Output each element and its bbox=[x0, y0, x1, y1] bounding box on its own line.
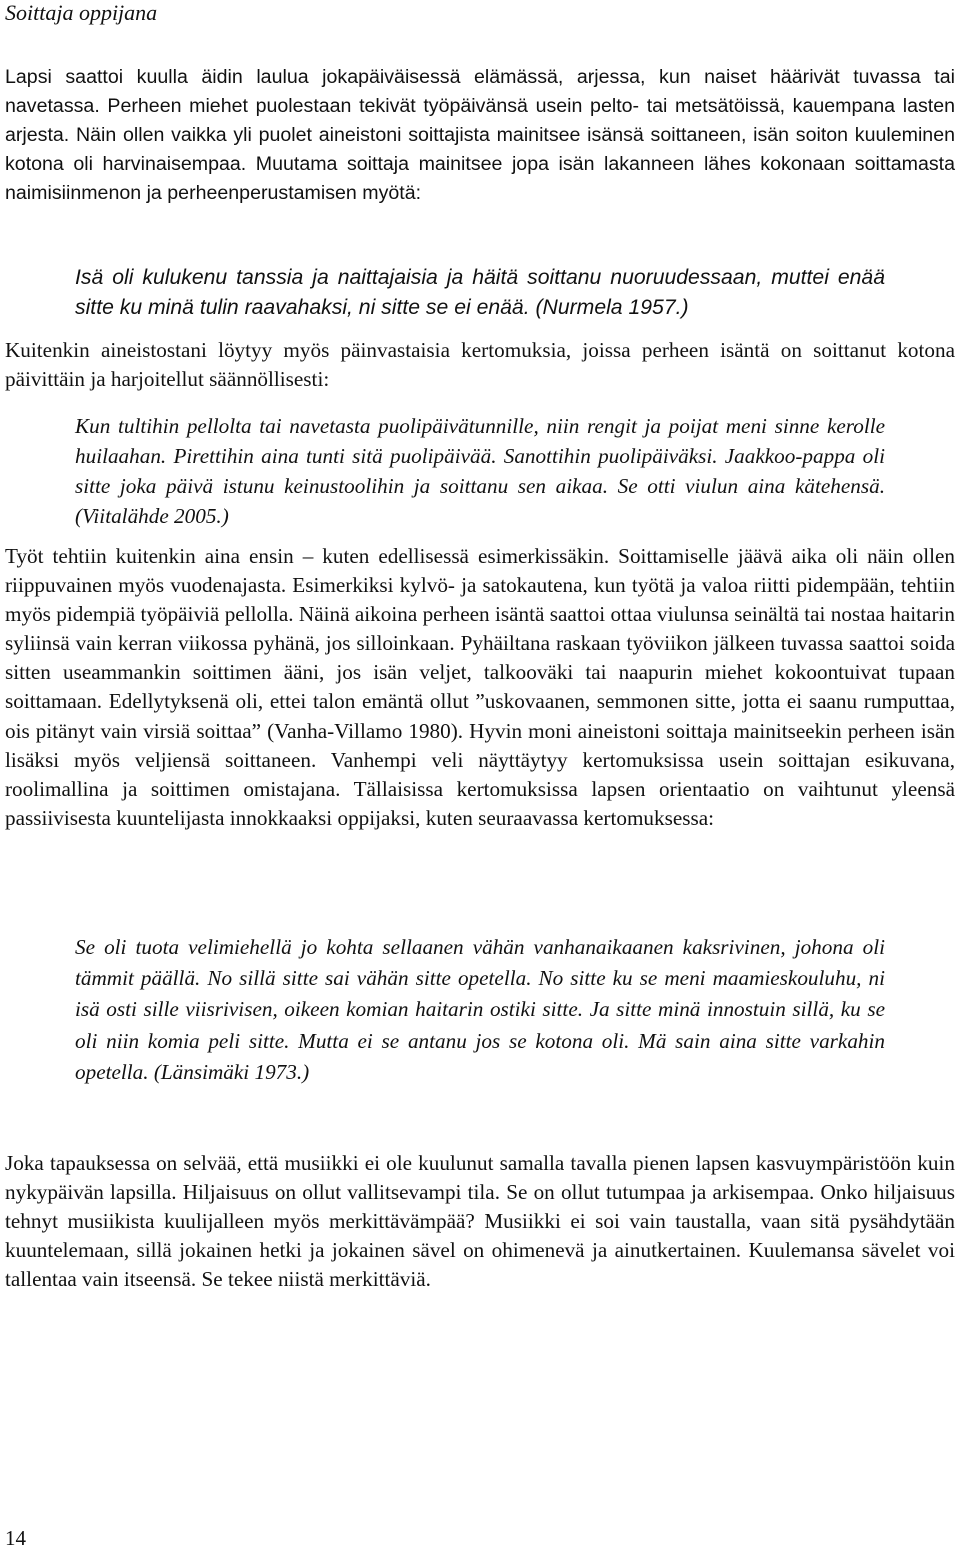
quote-3: Se oli tuota velimiehellä jo kohta sellaanen vähän vanhanaikaanen kaksrivinen, johona oli tämmit päällä. No sillä sitte sai vähän sitte opetella. No sitte ku se meni maamieskouluhu, ni isä osti sille viisrivisen, oikeen komian haitarin ostiki sitte. Ja sitte minä innostuin sillä, ku se oli niin komia peli sitte. Mutta ei se antanu jos se kotona oli. Mä sain aina sitte varkahin opetella. (Länsimäki 1973.) bbox=[75, 935, 885, 1084]
paragraph-2: Kuitenkin aineistostani löytyy myös päinvastaisia kertomuksia, joissa perheen isäntä on soittanut kotona päivittäin ja harjoitellut säännöllisesti: bbox=[5, 338, 955, 392]
paragraph-1: Lapsi saattoi kuulla äidin laulua jokapäiväisessä elämässä, arjessa, kun naiset häärivät tuvassa tai navetassa. Perheen miehet puolestaan tekivät työpäivänsä usein pelto- tai metsätöissä, kauempana lasten arjesta. Näin ollen vaikka yli puolet aineistoni soittajista mainitsee isänsä soittaneen, isän soiton kuuleminen kotona oli harvinaisempaa. Muutama soittaja mainitsee jopa isän lakanneen lähes kokonaan soittamasta naimisiinmenon ja perheenperustamisen myötä: bbox=[5, 66, 955, 205]
quote-1: Isä oli kulukenu tanssia ja naittajaisia ja häitä soittanu nuoruudessaan, muttei enää sitte ku minä tulin raavahaksi, ni sitte se ei enää. (Nurmela 1957.) bbox=[75, 266, 885, 319]
page-number: 14 bbox=[5, 1526, 26, 1550]
paragraph-4: Joka tapauksessa on selvää, että musiikki ei ole kuulunut samalla tavalla pienen lapsen kasvuympäristöön kuin nykypäivän lapsilla. Hiljaisuus on ollut vallitsevampi tila. Se on ollut tutumpaa ja arkisempaa. Onko hiljaisuus tehnyt musiikista kuulijalleen myös merkittävämpää? Musiikki ei soi vain taustalla, vaan sitä pysähdytään kuuntelemaan, sillä jokainen hetki ja jokainen sävel on ohimenevä ja ainutkertainen. Kuulemansa sävelet voi tallentaa vain itseensä. Se tekee niistä merkittäviä. bbox=[5, 1151, 955, 1292]
paragraph-3: Työt tehtiin kuitenkin aina ensin – kuten edellisessä esimerkissäkin. Soittamiselle jäävä aika oli näin ollen riippuvainen myös vuodenajasta. Esimerkiksi kylvö- ja satokautena, kun työtä ja valoa riitti pidempään, tehtiin myös pidempiä työpäiviä pellolla. Näinä aikoina perheen isäntä saattoi ottaa viulunsa seinältä tai nostaa haitarin syliinsä vain kerran viikossa pyhänä, jos silloinkaan. Pyhäiltana raskaan työviikon jälkeen tuvassa saattoi soida sitten useammankin soittimen ääni, jos isän veljet, talkooväki tai naapurin miehet kokoontuivat tupaan soittamaan. Edellytyksenä oli, ettei talon emäntä ollut ”uskovaanen, semmonen sitte, jotta ei saanu rumputtaa, ois pitänyt vain virsiä soittaa” (Vanha-Villamo 1980). Hyvin moni aineistoni soittaja mainitseekin perheen isän lisäksi myös veljiensä soittaneen. Vanhempi veli näyttäytyy kertomuksissa usein soittajan esikuvana, roolimallina ja soittimen omistajana. Tällaisissa kertomuksissa lapsen orientaatio on vaihtunut yleensä passiivisesta kuuntelijasta innokkaaksi oppijaksi, kuten seuraavassa kertomuksessa: bbox=[5, 544, 955, 830]
section-heading: Soittaja oppijana bbox=[5, 0, 158, 25]
quote-2: Kun tultihin pellolta tai navetasta puolipäivätunnille, niin rengit ja poijat meni sinne kerolle huilaahan. Pirettihin aina tunti sitä puolipäivää. Sanottihin puolipäiväksi. Jaakkoo-pappa oli sitte joka päivä istunu keinustoolihin ja soittanu sen aikaa. Se otti viulun aina kätehensä. (Viitalähde 2005.) bbox=[75, 414, 885, 528]
